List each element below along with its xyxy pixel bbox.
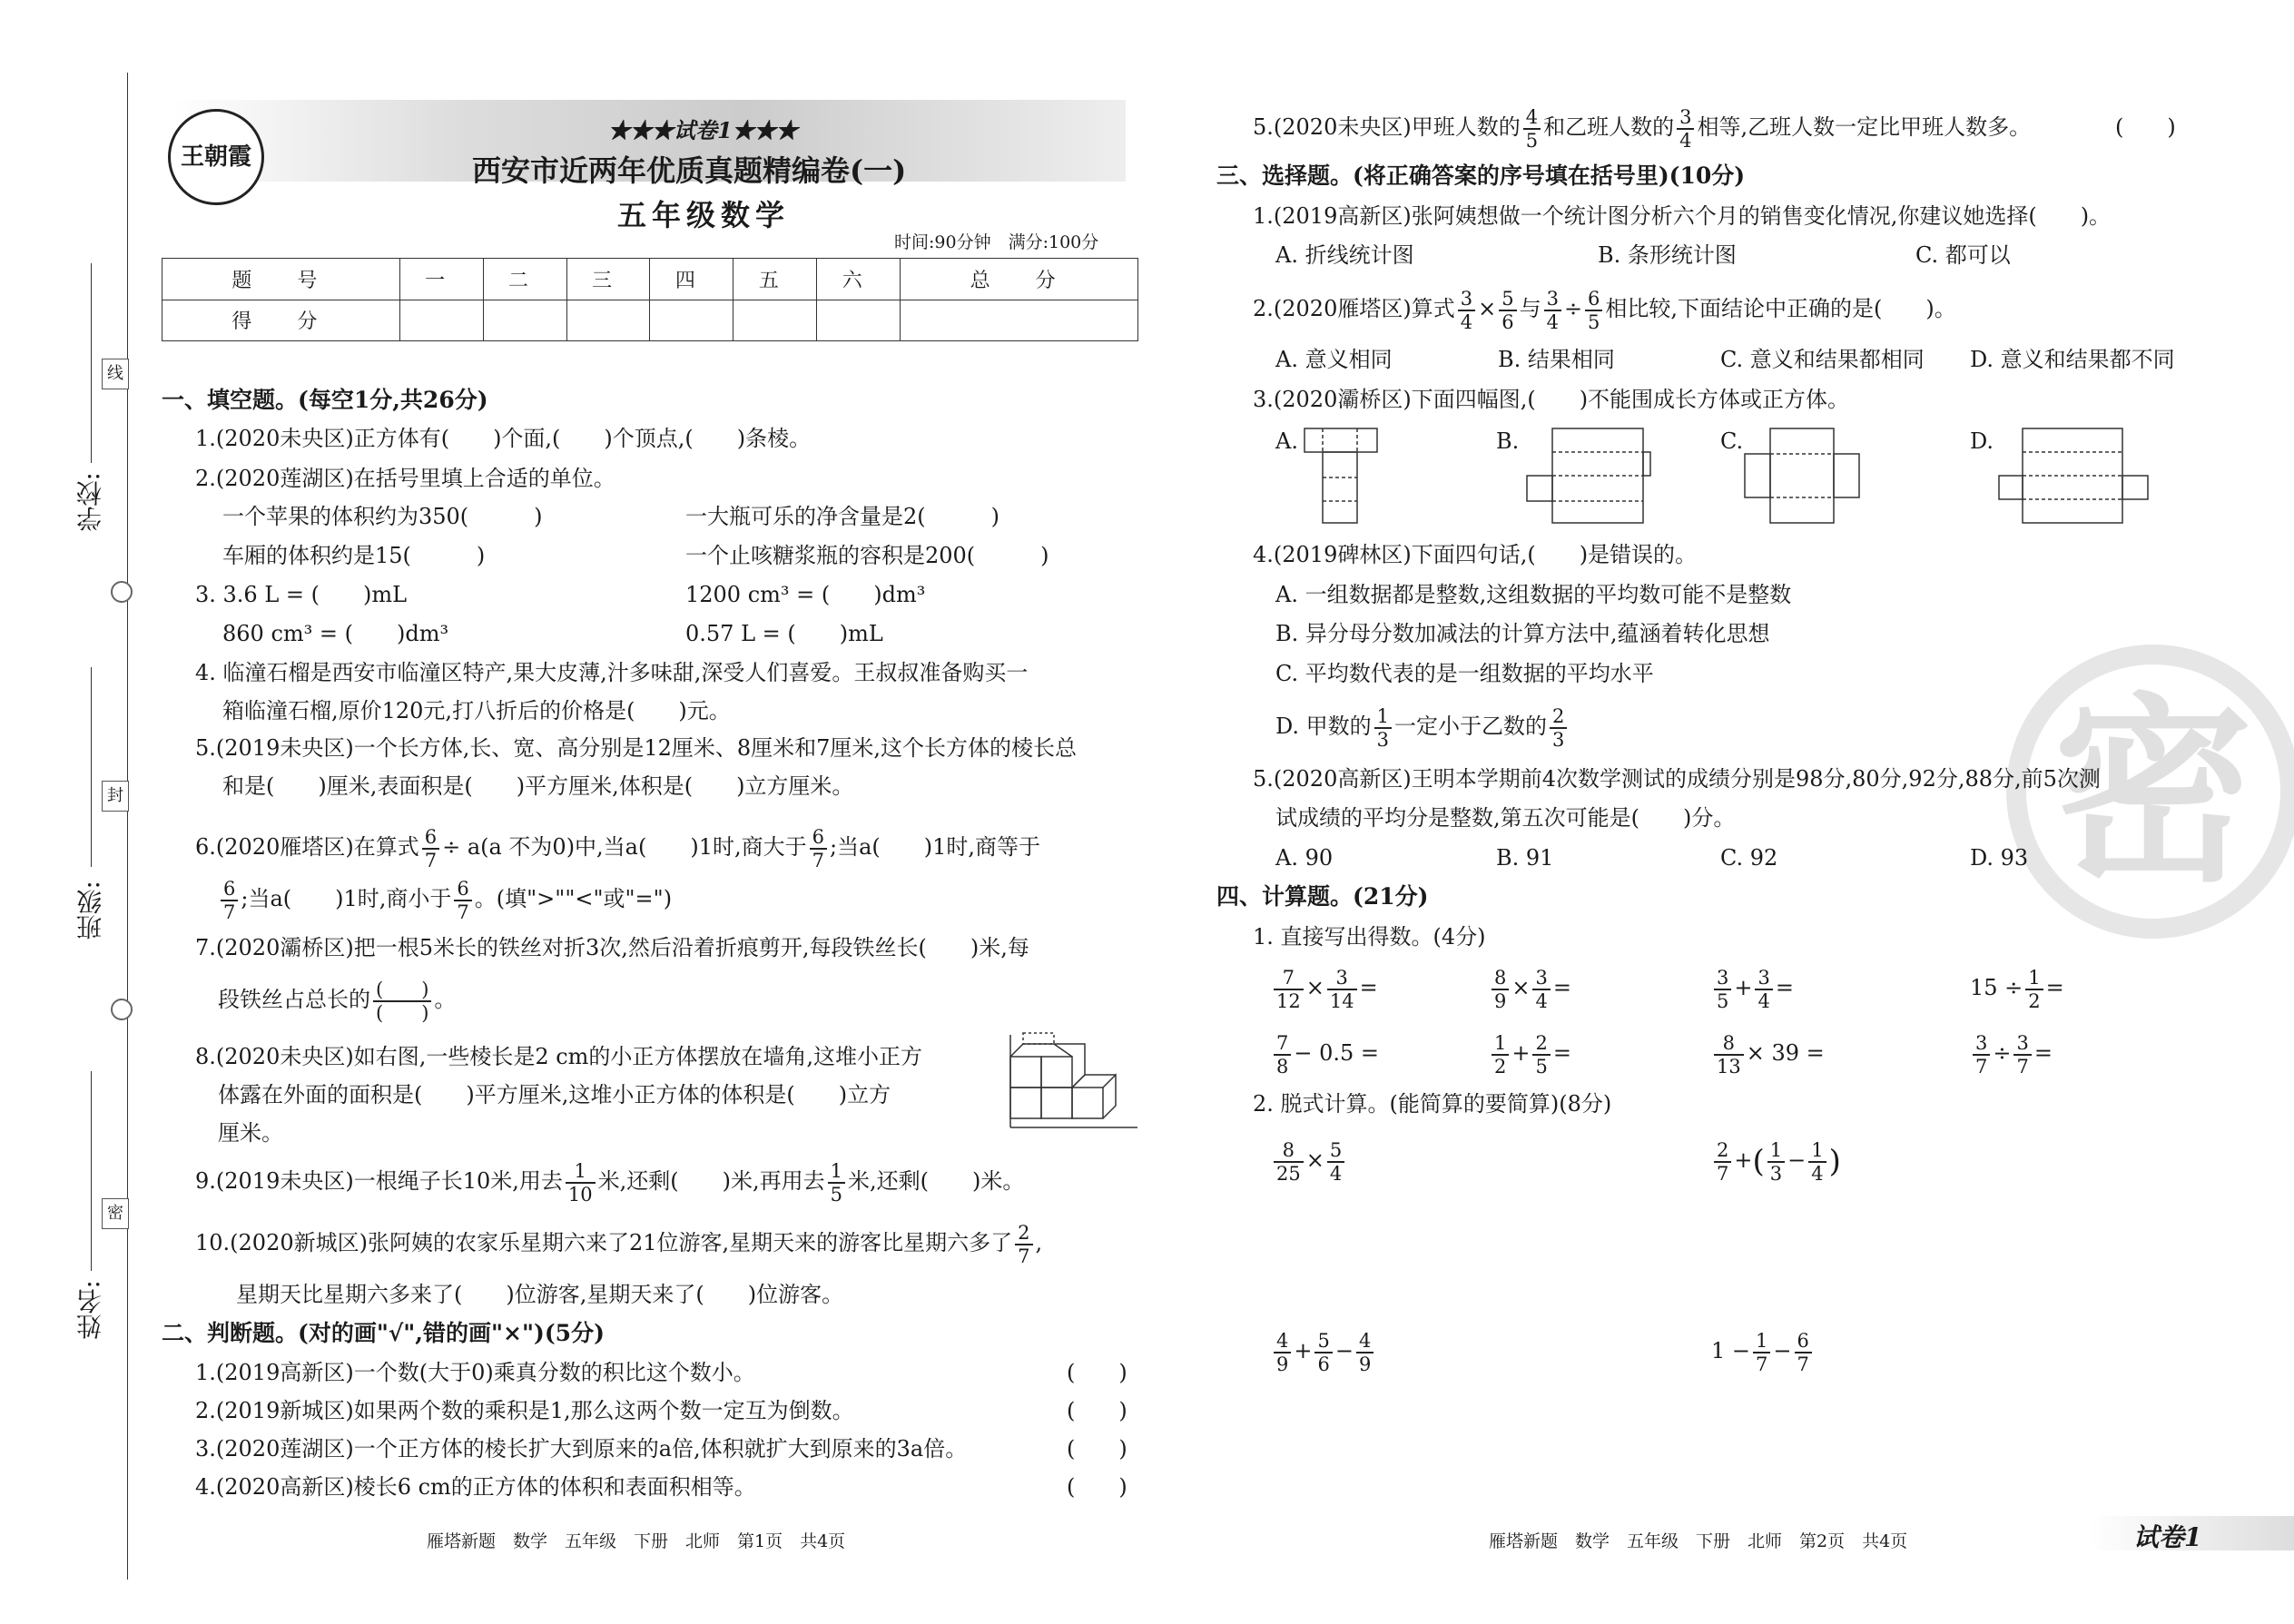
fill-q6-line2 xyxy=(218,873,672,924)
fill-q2a: 一个苹果的体积约为350( ) xyxy=(222,504,543,529)
fill-q8-line2: 体露在外面的面积是( )平方厘米,这堆小正方体的体积是( )立方 xyxy=(218,1082,891,1107)
page-footer-left: 雁塔新题 数学 五年级 下册 北师 第1页 共4页 xyxy=(427,1531,846,1551)
fraction-2-7: $\frac{2}{7}$ xyxy=(1015,1222,1032,1267)
fill-q2b: 一大瓶可乐的净含量是2( ) xyxy=(685,504,999,529)
series-label: ★★★试卷1★★★ xyxy=(608,117,798,143)
calc-expr[interactable]: 1 − $\frac{1}{7}$ − $\frac{6}{7}$ xyxy=(1711,1325,1815,1376)
fill-q4-line2: 箱临潼石榴,原价120元,打八折后的价格是( )元。 xyxy=(222,698,731,723)
class-field[interactable] xyxy=(91,667,92,867)
choice-q3: 3.(2020灞桥区)下面四幅图,( )不能围成长方体或正方体。 xyxy=(1253,387,1850,412)
q10-text: , xyxy=(1035,1230,1043,1255)
score-header-cell: 一 xyxy=(399,259,483,300)
calc-item[interactable]: $\frac{8}{9}$ × $\frac{3}{4}$ = xyxy=(1489,962,1571,1013)
judge-answer-3[interactable]: ( ) xyxy=(1067,1436,1127,1462)
net-figure-c xyxy=(1743,427,1861,527)
fraction-6-7: $\frac{6}{7}$ xyxy=(221,878,238,923)
q6-text: 6.(2020雁塔区)在算式 xyxy=(195,834,419,860)
fraction-1-3: $\frac{1}{3}$ xyxy=(1374,705,1392,751)
score-cell[interactable] xyxy=(566,300,650,341)
seal-mark-line: 线 xyxy=(102,359,129,389)
c2-text: 2.(2020雁塔区)算式 xyxy=(1253,296,1455,321)
q10-text: 10.(2020新城区)张阿姨的农家乐星期六来了21位游客,星期天来的游客比星期六多了 xyxy=(195,1230,1013,1255)
fill-q2d: 一个止咳糖浆瓶的容积是200( ) xyxy=(685,543,1049,568)
seal-mark-seal: 封 xyxy=(102,781,129,812)
choice-q2-option[interactable]: A. 意义相同 xyxy=(1275,347,1393,372)
choice-q5-option[interactable]: B. 91 xyxy=(1496,845,1554,871)
score-header-cell: 四 xyxy=(650,259,733,300)
fill-q9 xyxy=(195,1156,1024,1206)
choice-q1-option[interactable]: C. 都可以 xyxy=(1915,242,2011,268)
fraction-6-5: $\frac{6}{5}$ xyxy=(1585,288,1602,333)
calc-item[interactable]: $\frac{3}{5}$ + $\frac{3}{4}$ = xyxy=(1711,962,1794,1013)
seal-mark-secret: 密 xyxy=(102,1198,129,1229)
fraction-3-4: $\frac{3}{4}$ xyxy=(1677,106,1694,152)
time-score-info: 时间:90分钟 满分:100分 xyxy=(894,232,1099,252)
score-header-cell: 题 号 xyxy=(162,259,400,300)
c2-text: 相比较,下面结论中正确的是( )。 xyxy=(1605,296,1956,321)
section-1-heading: 一、填空题。(每空1分,共26分) xyxy=(162,387,488,413)
school-field[interactable] xyxy=(91,263,92,463)
score-table xyxy=(162,258,1138,341)
judge-q1: 1.(2019高新区)一个数(大于0)乘真分数的积比这个数小。 xyxy=(195,1360,755,1385)
choice-q3-option[interactable]: D. xyxy=(1970,428,1994,454)
fraction-6-7: $\frac{6}{7}$ xyxy=(810,826,827,871)
j5-text: 5.(2020未央区)甲班人数的 xyxy=(1253,114,1521,140)
q6-text: ÷ a(a 不为0)中,当a( )1时,商大于 xyxy=(442,834,807,860)
section-3-heading: 三、选择题。(将正确答案的序号填在括号里)(10分) xyxy=(1216,162,1746,189)
c2-text: 与 xyxy=(1519,296,1541,321)
fill-q10-line1 xyxy=(195,1217,1042,1268)
score-cell[interactable] xyxy=(399,300,483,341)
score-row-label: 得 分 xyxy=(162,300,400,341)
choice-q5-option[interactable]: C. 92 xyxy=(1720,845,1778,871)
choice-q5-option[interactable]: A. 90 xyxy=(1275,845,1334,871)
choice-q3-option[interactable]: A. xyxy=(1275,428,1298,454)
calc-item[interactable]: $\frac{7}{12}$ × $\frac{3}{14}$ = xyxy=(1271,962,1378,1013)
q7-text: 。 xyxy=(434,987,457,1012)
punch-hole-icon xyxy=(111,581,133,603)
fraction-1-10: $\frac{1}{10}$ xyxy=(566,1160,596,1206)
calc-item[interactable]: $\frac{8}{13}$ × 39 = xyxy=(1711,1028,1825,1078)
fraction-blank[interactable]: $\frac{( )}{( )}$ xyxy=(373,979,431,1024)
choice-q3-option[interactable]: C. xyxy=(1720,428,1744,454)
calc-expr[interactable]: $\frac{2}{7}$ +( $\frac{1}{3}$ − $\frac{1}{4}$ ) xyxy=(1711,1135,1841,1187)
fraction-5-6: $\frac{5}{6}$ xyxy=(1499,288,1516,333)
calc-item[interactable]: $\frac{1}{2}$ + $\frac{2}{5}$ = xyxy=(1489,1028,1571,1078)
judge-answer-5[interactable]: ( ) xyxy=(2115,114,2176,140)
fill-q2: 2.(2020莲湖区)在括号里填上合适的单位。 xyxy=(195,466,615,491)
name-label: 姓名: xyxy=(75,1280,105,1340)
net-figure-b xyxy=(1525,427,1652,527)
section-2-heading: 二、判断题。(对的画"√",错的画"×")(5分) xyxy=(162,1320,605,1346)
choice-q2: 2.(2020雁塔区)算式 $\frac{3}{4}$ × $\frac{5}{6}$ 与 $\frac{3}{4}$ ÷ $\frac{6}{5}$ 相比较,下面结论中正确的是( )。 xyxy=(1253,287,1956,333)
page-subtitle: 五年级数学 xyxy=(617,198,791,232)
choice-q2-option[interactable]: B. 结果相同 xyxy=(1498,347,1615,372)
choice-q4-option[interactable]: B. 异分母分数加减法的计算方法中,蕴涵着转化思想 xyxy=(1275,621,1770,646)
choice-q4-option[interactable]: A. 一组数据都是整数,这组数据的平均数可能不是整数 xyxy=(1275,582,1792,607)
fill-q3a: 3. 3.6 L = ( )mL xyxy=(195,582,408,607)
fill-q7-line1: 7.(2020灞桥区)把一根5米长的铁丝对折3次,然后沿着折痕剪开,每段铁丝长( )米,每 xyxy=(195,935,1029,960)
fill-q5-line2: 和是( )厘米,表面积是( )平方厘米,体积是( )立方厘米。 xyxy=(222,773,854,799)
judge-q3: 3.(2020莲湖区)一个正方体的棱长扩大到原来的a倍,体积就扩大到原来的3a倍。 xyxy=(195,1436,968,1462)
calc-item[interactable]: $\frac{7}{8}$ − 0.5 = xyxy=(1271,1028,1379,1078)
q7-text: 段铁丝占总长的 xyxy=(218,987,370,1012)
fill-q2c: 车厢的体积约是15( ) xyxy=(222,543,486,568)
c4d-text: 一定小于乙数的 xyxy=(1394,714,1548,739)
net-figure-d xyxy=(1997,427,2151,527)
fraction-2-3: $\frac{2}{3}$ xyxy=(1550,705,1567,751)
fill-q7-line2 xyxy=(218,974,456,1025)
choice-q4-option[interactable]: C. 平均数代表的是一组数据的平均水平 xyxy=(1275,661,1654,686)
calc-part-1: 1. 直接写出得数。(4分) xyxy=(1253,924,1486,950)
q6-text: ;当a( )1时,商小于 xyxy=(241,886,452,911)
cube-stack-figure xyxy=(1003,1026,1139,1135)
choice-q5-line2: 试成绩的平均分是整数,第五次可能是( )分。 xyxy=(1275,805,1736,831)
score-header-cell: 五 xyxy=(733,259,817,300)
choice-q1-option[interactable]: B. 条形统计图 xyxy=(1598,242,1737,268)
publisher-logo xyxy=(168,109,264,205)
fill-q10-line2: 星期天比星期六多来了( )位游客,星期天来了( )位游客。 xyxy=(236,1282,844,1307)
page-footer-right: 雁塔新题 数学 五年级 下册 北师 第2页 共4页 xyxy=(1489,1531,1908,1551)
score-cell[interactable] xyxy=(483,300,566,341)
judge-answer-2[interactable]: ( ) xyxy=(1067,1398,1127,1423)
fraction-6-7: $\frac{6}{7}$ xyxy=(454,878,471,923)
binding-margin-line xyxy=(127,73,128,1580)
fill-q8-line3: 厘米。 xyxy=(218,1120,283,1146)
c4d-text: D. 甲数的 xyxy=(1275,714,1372,739)
calc-item[interactable]: 15 ÷ $\frac{1}{2}$ = xyxy=(1970,966,2064,1012)
choice-q1: 1.(2019高新区)张阿姨想做一个统计图分析六个月的销售变化情况,你建议她选择( )。 xyxy=(1253,203,2112,229)
calc-expr[interactable]: $\frac{4}{9}$ + $\frac{5}{6}$ − $\frac{4}{9}$ xyxy=(1271,1325,1376,1376)
choice-q4: 4.(2019碑林区)下面四句话,( )是错误的。 xyxy=(1253,542,1698,567)
score-header-cell: 二 xyxy=(483,259,566,300)
fraction-3-4: $\frac{3}{4}$ xyxy=(1544,288,1561,333)
q6-text: ;当a( )1时,商等于 xyxy=(830,834,1041,860)
fill-q6-line1 xyxy=(195,822,1040,872)
q9-text: 米,还剩( )米。 xyxy=(847,1168,1025,1194)
judge-q5 xyxy=(1253,102,2031,153)
choice-q4-option[interactable] xyxy=(1275,701,1570,752)
section-4-heading: 四、计算题。(21分) xyxy=(1216,883,1429,910)
q9-text: 米,还剩( )米,再用去 xyxy=(597,1168,825,1194)
punch-hole-icon xyxy=(111,999,133,1020)
q6-text: 。(填">""<"或"=") xyxy=(474,886,673,911)
choice-q3-option[interactable]: B. xyxy=(1496,428,1520,454)
class-label: 班级: xyxy=(75,881,105,940)
fill-q4-line1: 4. 临潼石榴是西安市临潼区特产,果大皮薄,汁多味甜,深受人们喜爱。王叔叔准备购买一 xyxy=(195,660,1029,685)
name-field[interactable] xyxy=(91,1071,92,1271)
logo-text: 王朝霞 xyxy=(180,143,251,171)
fraction-4-5: $\frac{4}{5}$ xyxy=(1523,106,1541,152)
choice-q2-option[interactable]: D. 意义和结果都不同 xyxy=(1970,347,2175,372)
net-figure-a xyxy=(1303,427,1384,527)
score-cell[interactable] xyxy=(650,300,733,341)
school-label: 学校: xyxy=(75,472,105,532)
fraction-3-4: $\frac{3}{4}$ xyxy=(1458,288,1475,333)
score-cell[interactable] xyxy=(733,300,817,341)
j5-text: 相等,乙班人数一定比甲班人数多。 xyxy=(1697,114,2032,140)
j5-text: 和乙班人数的 xyxy=(1543,114,1675,140)
judge-q4: 4.(2020高新区)棱长6 cm的正方体的体积和表面积相等。 xyxy=(195,1474,756,1500)
q9-text: 9.(2019未央区)一根绳子长10米,用去 xyxy=(195,1168,563,1194)
page-title: 西安市近两年优质真题精编卷(一) xyxy=(472,153,907,188)
fill-q1: 1.(2020未央区)正方体有( )个面,( )个顶点,( )条棱。 xyxy=(195,426,812,451)
score-cell[interactable] xyxy=(817,300,901,341)
score-cell[interactable] xyxy=(901,300,1138,341)
calc-expr[interactable]: $\frac{8}{25}$ × $\frac{5}{4}$ xyxy=(1271,1135,1347,1186)
choice-q1-option[interactable]: A. 折线统计图 xyxy=(1275,242,1414,268)
secret-watermark: 密 xyxy=(2006,645,2294,939)
choice-q5-line1: 5.(2020高新区)王明本学期前4次数学测试的成绩分别是98分,80分,92分,88分,前5次测 xyxy=(1253,766,2101,792)
fraction-1-5: $\frac{1}{5}$ xyxy=(828,1160,845,1206)
score-header-cell: 总 分 xyxy=(901,259,1138,300)
fill-q3d: 0.57 L = ( )mL xyxy=(685,621,883,646)
choice-q5-option[interactable]: D. 93 xyxy=(1970,845,2029,871)
score-header-cell: 三 xyxy=(566,259,650,300)
score-header-cell: 六 xyxy=(817,259,901,300)
fill-q3c: 860 cm³ = ( )dm³ xyxy=(222,621,449,646)
fill-q5-line1: 5.(2019未央区)一个长方体,长、宽、高分别是12厘米、8厘米和7厘米,这个长方体的棱长总 xyxy=(195,735,1078,761)
calc-part-2: 2. 脱式计算。(能简算的要简算)(8分) xyxy=(1253,1091,1612,1117)
calc-item[interactable]: $\frac{3}{7}$ ÷ $\frac{3}{7}$ = xyxy=(1970,1028,2053,1078)
choice-q2-option[interactable]: C. 意义和结果都相同 xyxy=(1720,347,1925,372)
corner-label: 试卷1 xyxy=(2133,1522,2202,1552)
judge-q2: 2.(2019新城区)如果两个数的乘积是1,那么这两个数一定互为倒数。 xyxy=(195,1398,854,1423)
fraction-6-7: $\frac{6}{7}$ xyxy=(422,826,439,871)
fill-q8-line1: 8.(2020未央区)如右图,一些棱长是2 cm的小正方体摆放在墙角,这堆小正方 xyxy=(195,1044,923,1069)
judge-answer-4[interactable]: ( ) xyxy=(1067,1474,1127,1500)
judge-answer-1[interactable]: ( ) xyxy=(1067,1360,1127,1385)
fill-q3b: 1200 cm³ = ( )dm³ xyxy=(685,582,926,607)
